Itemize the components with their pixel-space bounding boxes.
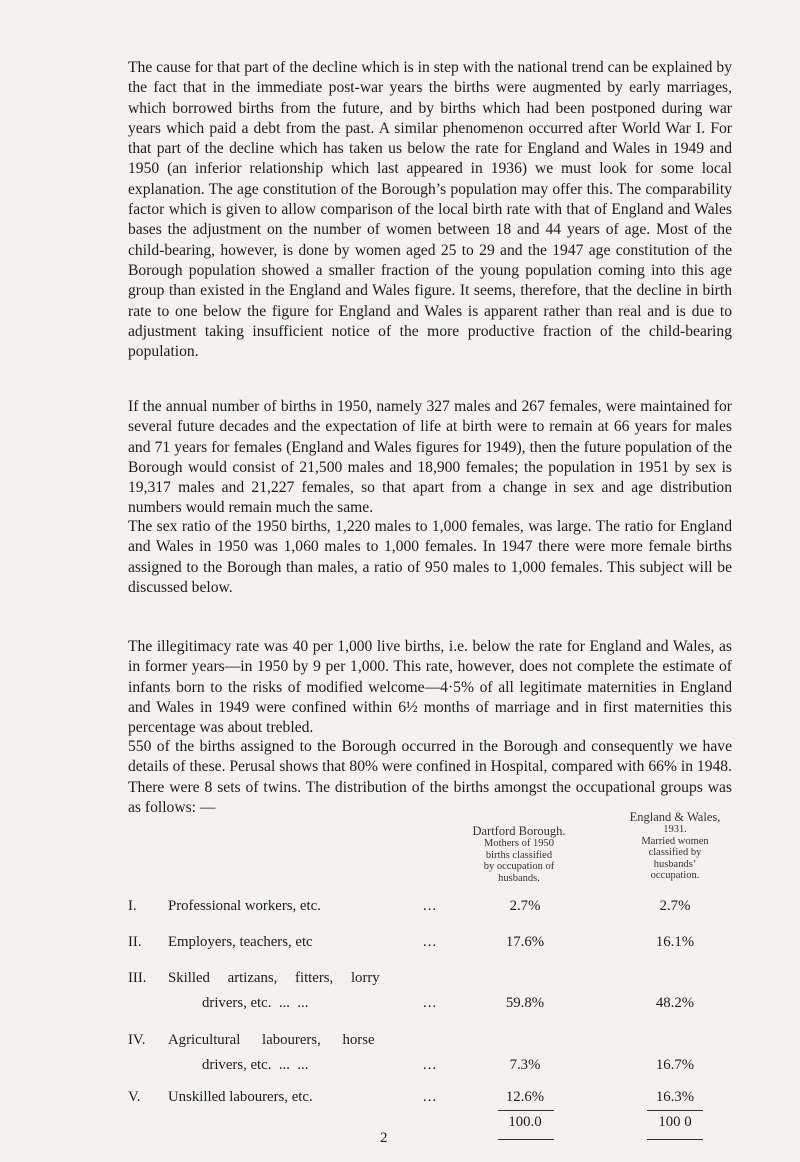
value-dartford: 17.6% (505, 934, 545, 950)
row-label: Employers, teachers, etc (168, 934, 313, 950)
leader-dots: ... (423, 934, 438, 950)
row-number: IV. (128, 1032, 146, 1048)
column-header-dartford (446, 824, 592, 884)
value-dartford: 59.8% (505, 995, 545, 1011)
value-dartford: 7.3% (509, 1057, 541, 1073)
paragraph-births-distribution: 550 of the births assigned to the Borough occurred in the Borough and consequently we have details of these. Perusal shows that 80% were confined in Hospital, compared with 66% in 1948. There were 8 sets of twins. The distribution of the births amongst the occupational groups was as follows: — (128, 738, 732, 816)
column-header-england-line: Married women (641, 835, 709, 847)
value-england-wales: 16.3% (655, 1089, 695, 1105)
column-header-england-line: classified by (648, 847, 702, 858)
row-label-continued: drivers, etc. ... ... (202, 1057, 309, 1073)
row-label: Professional workers, etc. (168, 898, 321, 914)
value-england-wales: 48.2% (655, 995, 695, 1011)
value-dartford: 12.6% (505, 1089, 545, 1105)
row-number: I. (128, 898, 137, 914)
column-header-dartford-title: Dartford Borough. (472, 824, 566, 838)
column-header-dartford-line: by occupation of (483, 861, 555, 872)
total-rule-england-top (647, 1110, 703, 1111)
paragraph-sex-ratio: The sex ratio of the 1950 births, 1,220 males to 1,000 females, was large. The ratio for England and Wales in 1950 was 1,060 males to 1,000 females. In 1947 there were more female births assigned to the Borough than males, a ratio of 950 males to 1,000 females. This subject will be discussed below. (128, 518, 732, 596)
column-header-england-title: England & Wales, (629, 810, 721, 824)
value-dartford: 2.7% (509, 898, 541, 914)
column-header-england-line: husbands’ (653, 858, 697, 870)
column-header-dartford-line: Mothers of 1950 (484, 838, 554, 849)
leader-dots: ... (423, 995, 438, 1011)
total-england-wales: 100 0 (658, 1114, 692, 1130)
value-england-wales: 2.7% (659, 898, 691, 914)
paragraph-decline-explanation: The cause for that part of the decline which is in step with the national trend can be explained by the fact that in the immediate post-war years the births were augmented by early marriages, which borrowed births from the future, and by births which had been postponed during war years which paid a debt from the past. A similar phenomenon occurred after World War I. For that part of the decline which has taken us below the rate for England and Wales in 1949 and 1950 (an inferior relationship which last appeared in 1936) we must look for some local explanation. The age constitution of the Borough’s population may offer this. The comparability factor which is given to allow comparison of the local birth rate with that of England and Wales bases the adjustment on the number of women between 18 and 44 years of age. Most of the child-bearing, however, is done by women aged 25 to 29 and the 1947 age constitution of the Borough population showed a smaller fraction of the young population coming into this age group than existed in the England and Wales figure. It seems, therefore, that the decline in birth rate to one below the figure for England and Wales is apparent rather than real and is due to adjustment taking insufficient notice of the more productive fraction of the child-bearing population. (128, 59, 732, 361)
column-header-england-line: occupation. (650, 870, 700, 881)
column-header-england-line: 1931. (663, 824, 687, 835)
row-number: II. (128, 934, 142, 950)
leader-dots: ... (423, 898, 438, 914)
total-rule-england-bottom (647, 1139, 703, 1140)
total-dartford: 100.0 (508, 1114, 542, 1130)
row-label: Skilled artizans, fitters, lorry (168, 970, 380, 986)
row-label: Agricultural labourers, horse (168, 1032, 375, 1048)
value-england-wales: 16.1% (655, 934, 695, 950)
column-header-dartford-line: births classified (485, 849, 553, 861)
paragraph-future-population: If the annual number of births in 1950, namely 327 males and 267 females, were maintained for several future decades and the expectation of life at birth were to remain at 66 years for males and 71 years for females (England and Wales figures for 1949), then the future population of the Borough would consist of 21,500 males and 18,900 females; the population in 1951 by sex is 19,317 males and 21,227 females, so that apart from a change in sex and age distribution numbers would remain much the same. (128, 398, 732, 517)
paragraph-illegitimacy: The illegitimacy rate was 40 per 1,000 live births, i.e. below the rate for England and Wales, as in former years—in 1950 by 9 per 1,000. This rate, however, does not complete the estimate of infants born to the risks of modified welcome—4·5% of all legitimate maternities in England and Wales in 1949 were confined within 6½ months of marriage and in first maternities this percentage was about trebled. (128, 638, 732, 737)
total-rule-dartford-top (498, 1110, 554, 1111)
value-england-wales: 16.7% (655, 1057, 695, 1073)
column-header-dartford-line: husbands. (498, 872, 540, 884)
row-label-continued: drivers, etc. ... ... (202, 995, 309, 1011)
row-label: Unskilled labourers, etc. (168, 1089, 313, 1105)
row-number: V. (128, 1089, 141, 1105)
total-rule-dartford-bottom (498, 1139, 554, 1140)
leader-dots: ... (423, 1057, 438, 1073)
column-header-england-wales (600, 810, 750, 882)
page-number: 2 (380, 1130, 388, 1146)
leader-dots: ... (423, 1089, 438, 1105)
row-number: III. (128, 970, 147, 986)
